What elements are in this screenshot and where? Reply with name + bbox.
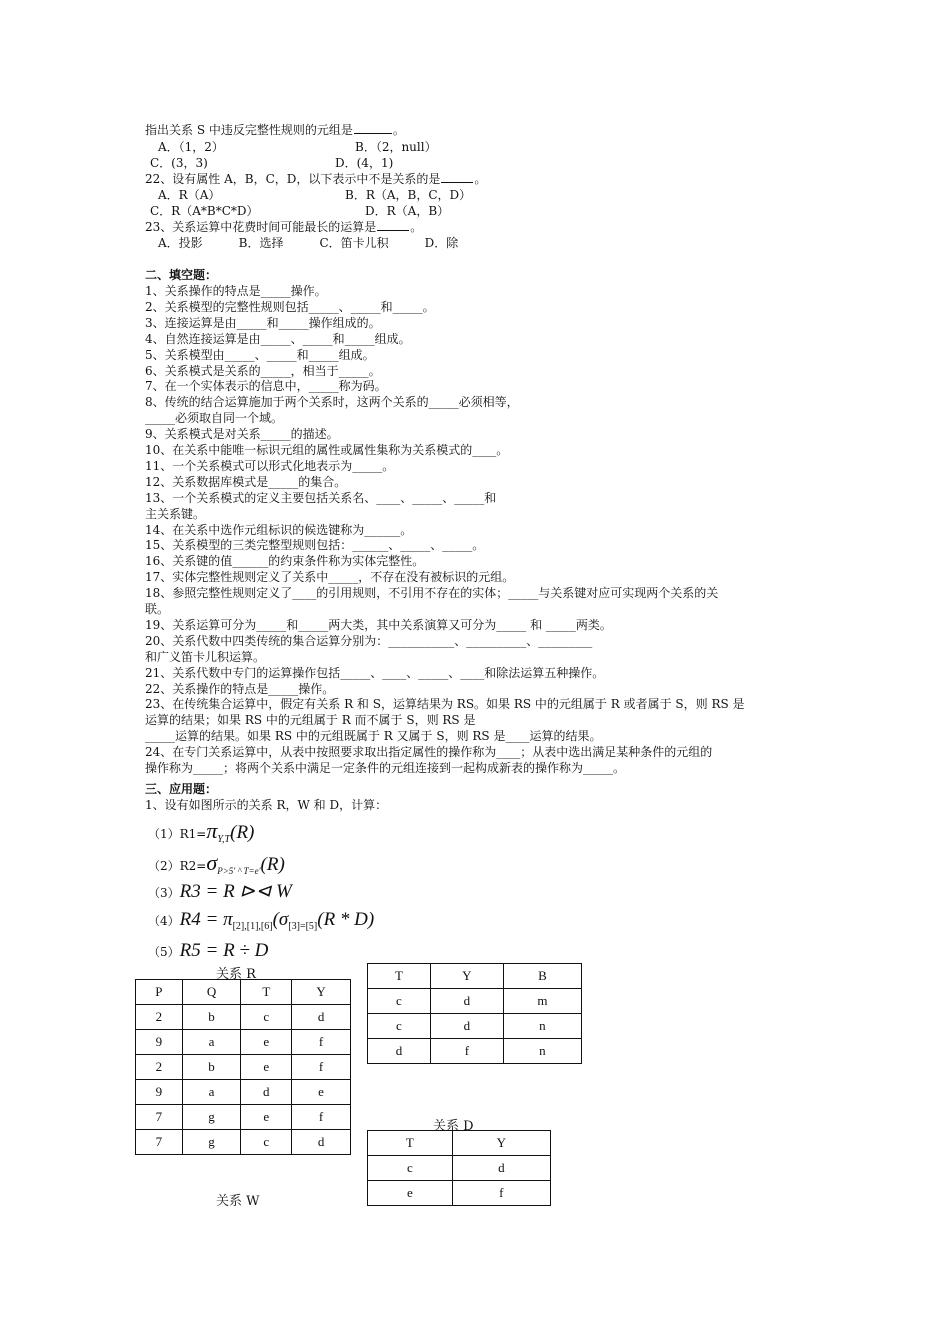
- question-23-text: 23、关系运算中花费时间可能最长的运算是: [145, 220, 377, 234]
- fill-item: 21、关系代数中专门的运算操作包括_____、____、_____、____和除法运算五种操作。: [145, 665, 605, 680]
- fill-item: 7、在一个实体表示的信息中，_____称为码。: [145, 379, 387, 394]
- table-row: [368, 1181, 551, 1206]
- table-cell: c: [368, 989, 431, 1014]
- formula-expression: R5 = R ÷ D: [179, 940, 269, 961]
- formula-4: [148, 909, 374, 931]
- fill-item: 3、连接运算是由_____和_____操作组成的。: [145, 315, 381, 330]
- table-row: [368, 1014, 582, 1039]
- table-cell: d: [430, 989, 503, 1014]
- punct: 。: [392, 123, 405, 137]
- table-cell: f: [430, 1039, 503, 1064]
- table-cell: b: [182, 1005, 241, 1030]
- table-row: [368, 1039, 582, 1064]
- fill-item: 9、关系模式是对关系_____的描述。: [145, 427, 339, 442]
- fill-item: 16、关系键的值______的约束条件称为实体完整性。: [145, 554, 425, 569]
- formula-subscript: Y,T: [217, 834, 231, 845]
- table-header-row: [368, 1131, 551, 1156]
- formula-argument: (R): [230, 822, 255, 843]
- table-cell: f: [292, 1055, 351, 1080]
- table-cell: 7: [136, 1130, 183, 1155]
- projection-symbol: π: [206, 818, 218, 843]
- table-cell: c: [241, 1005, 292, 1030]
- section-2-heading: 二、填空题：: [145, 268, 218, 282]
- table-cell: d: [241, 1080, 292, 1105]
- formula-expression: (R * D): [317, 909, 375, 930]
- option-b: B．（2，null）: [355, 140, 437, 154]
- fill-item: 10、在关系中能唯一标识元组的属性或属性集称为关系模式的____。: [145, 443, 509, 457]
- table-cell: e: [292, 1080, 351, 1105]
- fill-item: 12、关系数据库模式是_____的集合。: [145, 474, 347, 489]
- table-cell: f: [292, 1030, 351, 1055]
- fill-item: 运算的结果；如果 RS 中的元组属于 R 而不属于 S，则 RS 是: [145, 713, 476, 728]
- table-cell: c: [368, 1014, 431, 1039]
- fill-item: 8、传统的结合运算施加于两个关系时，这两个关系的_____必须相等，: [145, 395, 519, 410]
- table-header-cell: P: [136, 980, 183, 1005]
- question-22-stem: [145, 171, 486, 187]
- question-22-text: 22、设有属性 A，B，C，D，以下表示中不是关系的是: [145, 172, 441, 186]
- table-cell: 9: [136, 1080, 183, 1105]
- table-cell: 2: [136, 1055, 183, 1080]
- table-cell: 9: [136, 1030, 183, 1055]
- relation-d-table: [367, 1130, 551, 1206]
- fill-item: 18、参照完整性规则定义了____的引用规则，不引用不存在的实体；_____与关系键对应可实现两个关系的关: [145, 586, 719, 601]
- punct: 。: [410, 220, 423, 234]
- table-row: [368, 1156, 551, 1181]
- selection-symbol: σ: [206, 850, 218, 875]
- question-s-stem: [145, 122, 405, 138]
- table-header-cell: Y: [292, 980, 351, 1005]
- fill-item: 6、关系模式是关系的_____，相当于_____。: [145, 363, 381, 378]
- fill-item: 23、在传统集合运算中，假定有关系 R 和 S，运算结果为 RS。如果 RS 中的元组属于 R 或者属于 S，则 RS 是: [145, 697, 745, 712]
- table-row: [136, 1130, 351, 1155]
- table-row: [136, 1030, 351, 1055]
- question-s-text: 指出关系 S 中违反完整性规则的元组是: [145, 123, 353, 137]
- table-header-cell: T: [368, 1131, 453, 1156]
- table-cell: 2: [136, 1005, 183, 1030]
- table-cell: d: [452, 1156, 550, 1181]
- option-d: D．(4，1): [335, 156, 394, 170]
- table-cell: g: [182, 1105, 241, 1130]
- table-row: [136, 1080, 351, 1105]
- fill-item: 22、关系操作的特点是_____操作。: [145, 681, 335, 696]
- option-b: B．R（A，B，C，D）: [345, 188, 472, 202]
- table-header-cell: T: [241, 980, 292, 1005]
- fill-item: 2、关系模型的完整性规则包括_____、_____和_____。: [145, 299, 435, 314]
- formula-subscript: P>5' ^ T=e': [217, 866, 261, 876]
- formula-label: （1）R1=: [148, 827, 207, 841]
- formula-label: （4）: [148, 914, 180, 928]
- fill-item: 操作称为_____；将两个关系中满足一定条件的元组连接到一起构成新表的操作称为_____。: [145, 761, 626, 775]
- table-cell: a: [182, 1030, 241, 1055]
- blank: [354, 123, 392, 134]
- option-a: A．（1，2）: [158, 140, 224, 154]
- fill-item: 主关系键。: [145, 506, 206, 521]
- formula-subscript: [3]=[5]: [288, 921, 318, 932]
- formula-1: [148, 818, 254, 844]
- table-cell: f: [452, 1181, 550, 1206]
- formula-3: [148, 880, 292, 903]
- table-cell: n: [503, 1039, 581, 1064]
- formula-expression: (σ: [272, 909, 289, 930]
- table-row: [136, 1055, 351, 1080]
- relation-w-table: [367, 963, 582, 1064]
- fill-item: 19、关系运算可分为_____和_____两大类，其中关系演算又可分为_____ 和 _____两类。: [145, 617, 612, 632]
- table-header-cell: T: [368, 964, 431, 989]
- formula-5: [148, 940, 268, 962]
- fill-item: 4、自然连接运算是由_____、_____和_____组成。: [145, 331, 411, 346]
- blank: [377, 220, 409, 231]
- option-c: C．(3，3): [150, 156, 208, 170]
- fill-item: 17、实体完整性规则定义了关系中_____，不存在没有被标识的元组。: [145, 570, 515, 585]
- table-cell: e: [241, 1030, 292, 1055]
- fill-item: 13、一个关系模式的定义主要包括关系名、____、_____、_____和: [145, 490, 497, 505]
- fill-item: 14、在关系中选作元组标识的候选键称为______。: [145, 522, 413, 537]
- punct: 。: [474, 172, 487, 186]
- table-row: [136, 1105, 351, 1130]
- fill-item: 1、关系操作的特点是_____操作。: [145, 284, 327, 298]
- table-cell: d: [292, 1005, 351, 1030]
- table-row: [368, 989, 582, 1014]
- fill-item: 15、关系模型的三类完整型规则包括：______、_____、_____。: [145, 538, 485, 553]
- fill-item: 和广义笛卡儿积运算。: [145, 649, 266, 664]
- table-cell: b: [182, 1055, 241, 1080]
- fill-item: 20、关系代数中四类传统的集合运算分别为：___________、__________、_________: [145, 633, 593, 648]
- option-a: A．R（A）: [158, 188, 221, 202]
- question-23-stem: [145, 219, 422, 235]
- caption-relation-w: 关系 W: [216, 1194, 260, 1209]
- option-c: C．R（A*B*C*D）: [150, 204, 259, 218]
- table-cell: n: [503, 1014, 581, 1039]
- formula-expression: R3 = R ⊳⊲ W: [179, 881, 292, 902]
- formula-label: （3）: [148, 886, 180, 900]
- table-header-row: [368, 964, 582, 989]
- table-header-cell: B: [503, 964, 581, 989]
- section-3-heading: 三、应用题：: [145, 782, 218, 796]
- formula-label: （2）R2=: [148, 859, 207, 873]
- table-header-row: [136, 980, 351, 1005]
- table-row: [136, 1005, 351, 1030]
- option-d: D．R（A，B）: [365, 204, 450, 218]
- fill-item: _____必须取自同一个域。: [145, 411, 284, 426]
- formula-2: [148, 850, 285, 876]
- caption-relation-r: 关系 R: [216, 967, 256, 982]
- relation-r-table: [135, 979, 351, 1155]
- table-cell: f: [292, 1105, 351, 1130]
- application-intro: 1、设有如图所示的关系 R，W 和 D，计算：: [145, 798, 388, 812]
- question-23-options: A．投影 B．选择 C．笛卡儿积 D．除: [158, 236, 459, 250]
- table-cell: g: [182, 1130, 241, 1155]
- table-cell: 7: [136, 1105, 183, 1130]
- caption-relation-d: 关系 D: [433, 1119, 474, 1134]
- fill-item: 联。: [145, 602, 170, 616]
- table-cell: d: [292, 1130, 351, 1155]
- fill-item: 24、在专门关系运算中，从表中按照要求取出指定属性的操作称为____；从表中选出满足某种条件的元组的: [145, 745, 713, 760]
- fill-item: _____运算的结果。如果 RS 中的元组既属于 R 又属于 S，则 RS 是____运算的结果。: [145, 729, 602, 744]
- table-cell: e: [368, 1181, 453, 1206]
- formula-subscript: [2],[1],[6]: [232, 921, 273, 932]
- table-cell: d: [368, 1039, 431, 1064]
- table-header-cell: Q: [182, 980, 241, 1005]
- table-cell: m: [503, 989, 581, 1014]
- fill-item: 11、一个关系模式可以形式化地表示为_____。: [145, 458, 395, 473]
- fill-item: 5、关系模型由_____、_____和_____组成。: [145, 347, 375, 362]
- blank: [441, 172, 473, 183]
- table-cell: c: [368, 1156, 453, 1181]
- formula-argument: (R): [260, 854, 285, 875]
- table-cell: e: [241, 1055, 292, 1080]
- formula-expression: R4 = π: [179, 909, 233, 930]
- formula-label: （5）: [148, 945, 180, 959]
- table-cell: e: [241, 1105, 292, 1130]
- table-header-cell: Y: [430, 964, 503, 989]
- table-cell: a: [182, 1080, 241, 1105]
- table-cell: c: [241, 1130, 292, 1155]
- table-cell: d: [430, 1014, 503, 1039]
- table-header-cell: Y: [452, 1131, 550, 1156]
